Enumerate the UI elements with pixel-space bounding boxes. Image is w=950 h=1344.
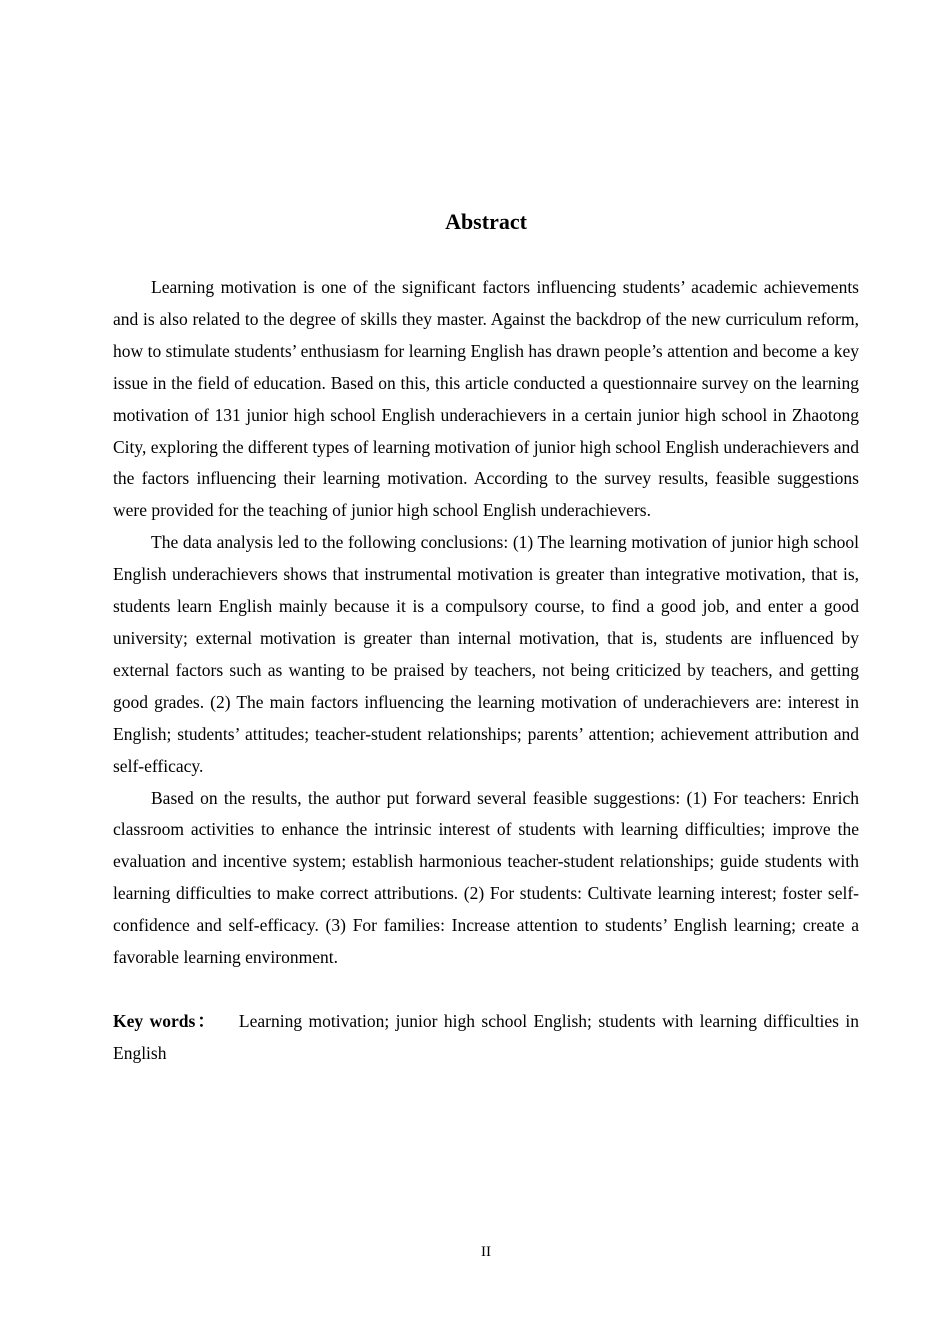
keywords-text: Learning motivation; junior high school English; students with learning difficulties in English (113, 1010, 860, 1063)
abstract-paragraph-2: The data analysis led to the following conclusions: (1) The learning motivation of junior high school English underachievers shows that instrumental motivation is greater than integrative motivation, that is, students learn English mainly because it is a compulsory course, to find a good job, and enter a good university; external motivation is greater than internal motivation, that is, students are influenced by external factors such as wanting to be praised by teachers, not being criticized by teachers, and getting good grades. (2) The main factors influencing the learning motivation of underachievers are: interest in English; students’ attitudes; teacher-student relationships; parents’ attention; achievement attribution and self-efficacy. (113, 532, 859, 776)
abstract-body (113, 272, 859, 1070)
keywords-label: Key words： (113, 1010, 217, 1031)
page-number: II (481, 1244, 491, 1260)
page-title: Abstract (445, 209, 527, 234)
abstract-paragraph-1: Learning motivation is one of the significant factors influencing students’ academic achievements and is also related to the degree of skills they master. Against the backdrop of the new curriculum reform, how to stimulate students’ enthusiasm for learning English has drawn people’s attention and become a key issue in the field of education. Based on this, this article conducted a questionnaire survey on the learning motivation of 131 junior high school English underachievers in a certain junior high school in Zhaotong City, exploring the different types of learning motivation of junior high school English underachievers and the factors influencing their learning motivation. According to the survey results, feasible suggestions were provided for the teaching of junior high school English underachievers. (113, 277, 859, 521)
keywords-section (113, 1006, 859, 1070)
abstract-paragraph-3: Based on the results, the author put forward several feasible suggestions: (1) For teachers: Enrich classroom activities to enhance the intrinsic interest of students with learning difficulties; improve the evaluation and incentive system; establish harmonious teacher-student relationships; guide students with learning difficulties to make correct attributions. (2) For students: Cultivate learning interest; foster self-confidence and self-efficacy. (3) For families: Increase attention to students’ English learning; create a favorable learning environment. (113, 787, 859, 968)
